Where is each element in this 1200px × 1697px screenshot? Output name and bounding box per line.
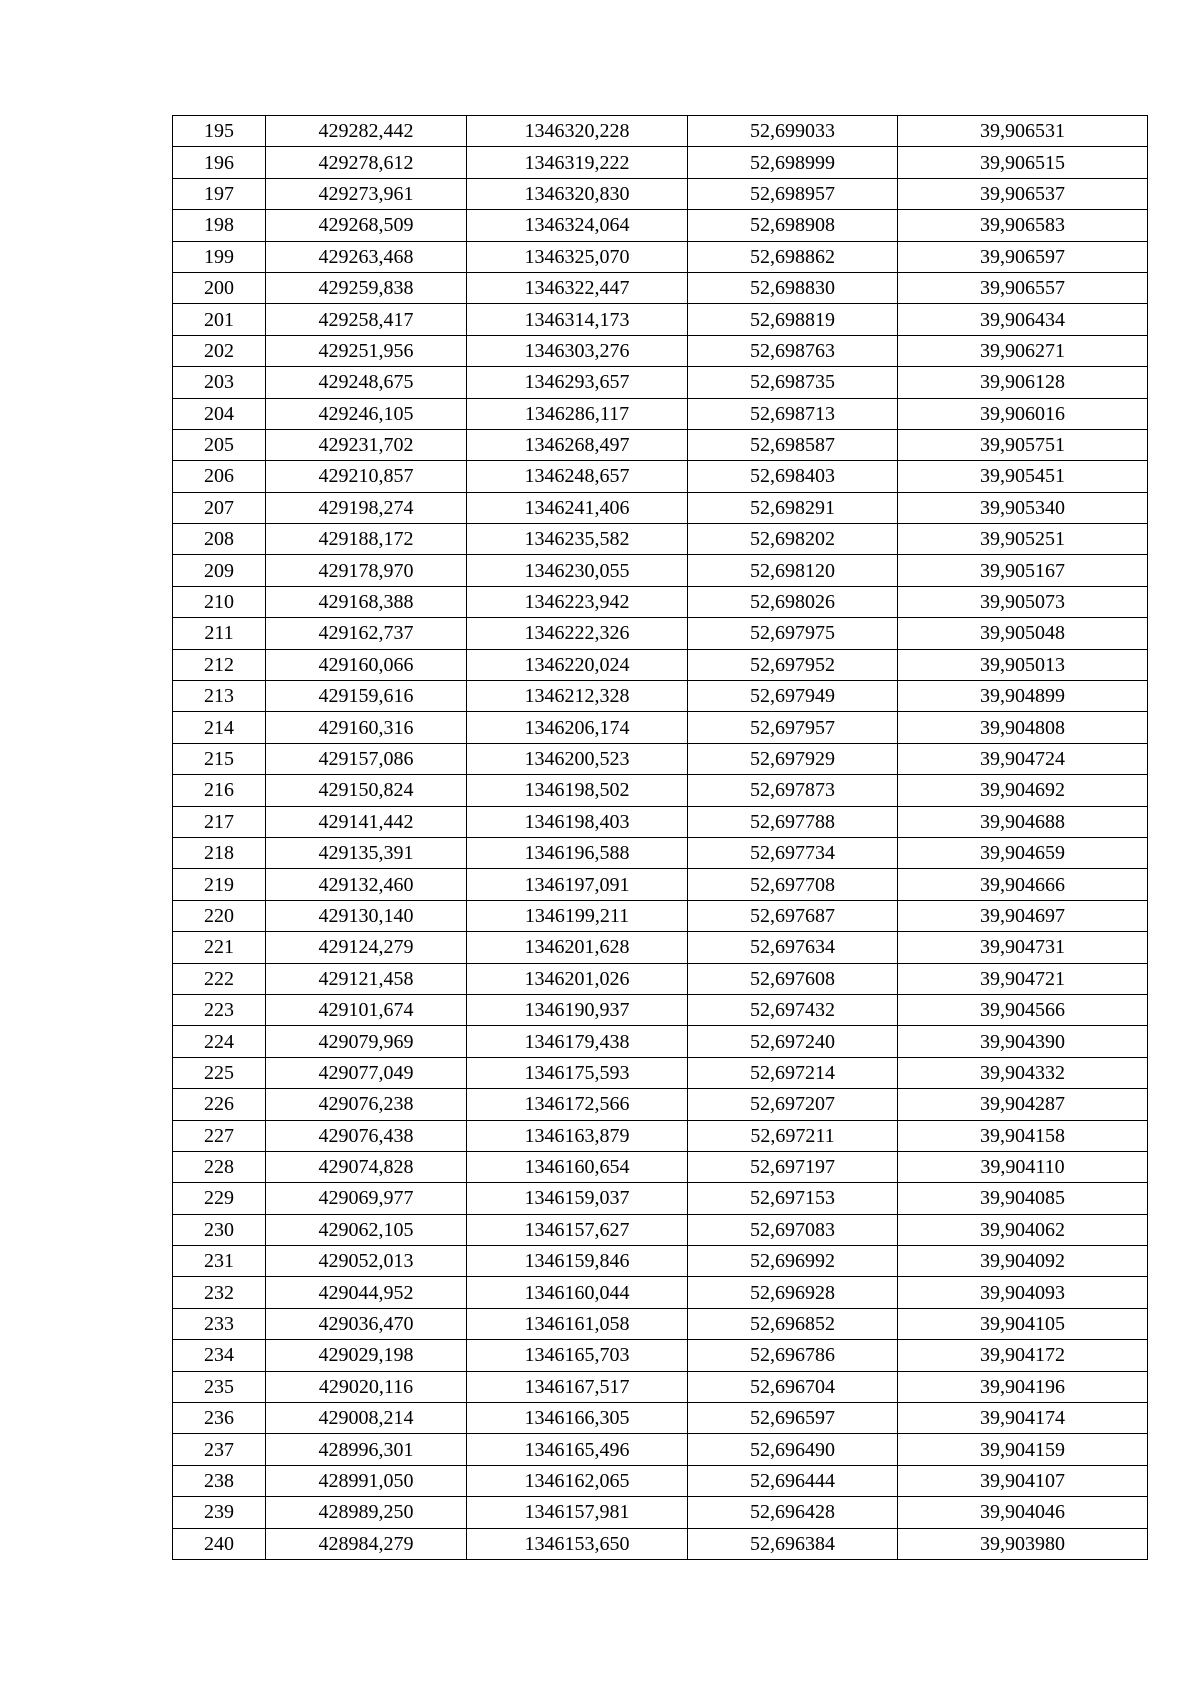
- coordinates-table-body: [173, 116, 1148, 1560]
- longitude-cell: 39,905073: [898, 586, 1148, 617]
- latitude-cell: 52,696597: [688, 1403, 898, 1434]
- longitude-cell: 39,904110: [898, 1151, 1148, 1182]
- table-row: [173, 1434, 1148, 1465]
- latitude-cell: 52,697734: [688, 837, 898, 868]
- x-coordinate-cell: 429263,468: [266, 241, 467, 272]
- y-coordinate-cell: 1346212,328: [467, 681, 688, 712]
- point-number-cell: 196: [173, 147, 266, 178]
- latitude-cell: 52,699033: [688, 116, 898, 147]
- latitude-cell: 52,698026: [688, 586, 898, 617]
- table-row: [173, 1089, 1148, 1120]
- latitude-cell: 52,696852: [688, 1308, 898, 1339]
- table-row: [173, 178, 1148, 209]
- x-coordinate-cell: 429160,066: [266, 649, 467, 680]
- x-coordinate-cell: 428991,050: [266, 1465, 467, 1496]
- point-number-cell: 231: [173, 1246, 266, 1277]
- table-row: [173, 1308, 1148, 1339]
- longitude-cell: 39,906583: [898, 210, 1148, 241]
- point-number-cell: 229: [173, 1183, 266, 1214]
- point-number-cell: 230: [173, 1214, 266, 1245]
- x-coordinate-cell: 429079,969: [266, 1026, 467, 1057]
- y-coordinate-cell: 1346320,830: [467, 178, 688, 209]
- x-coordinate-cell: 428996,301: [266, 1434, 467, 1465]
- y-coordinate-cell: 1346206,174: [467, 712, 688, 743]
- x-coordinate-cell: 429076,438: [266, 1120, 467, 1151]
- y-coordinate-cell: 1346166,305: [467, 1403, 688, 1434]
- longitude-cell: 39,906434: [898, 304, 1148, 335]
- table-row: [173, 586, 1148, 617]
- y-coordinate-cell: 1346199,211: [467, 900, 688, 931]
- y-coordinate-cell: 1346165,496: [467, 1434, 688, 1465]
- y-coordinate-cell: 1346197,091: [467, 869, 688, 900]
- point-number-cell: 209: [173, 555, 266, 586]
- x-coordinate-cell: 429162,737: [266, 618, 467, 649]
- longitude-cell: 39,906597: [898, 241, 1148, 272]
- table-row: [173, 932, 1148, 963]
- point-number-cell: 211: [173, 618, 266, 649]
- x-coordinate-cell: 429121,458: [266, 963, 467, 994]
- table-row: [173, 1151, 1148, 1182]
- point-number-cell: 240: [173, 1528, 266, 1559]
- latitude-cell: 52,698830: [688, 272, 898, 303]
- table-row: [173, 555, 1148, 586]
- latitude-cell: 52,698763: [688, 335, 898, 366]
- y-coordinate-cell: 1346198,403: [467, 806, 688, 837]
- longitude-cell: 39,904062: [898, 1214, 1148, 1245]
- x-coordinate-cell: 429141,442: [266, 806, 467, 837]
- y-coordinate-cell: 1346220,024: [467, 649, 688, 680]
- y-coordinate-cell: 1346175,593: [467, 1057, 688, 1088]
- x-coordinate-cell: 429036,470: [266, 1308, 467, 1339]
- point-number-cell: 219: [173, 869, 266, 900]
- x-coordinate-cell: 429062,105: [266, 1214, 467, 1245]
- y-coordinate-cell: 1346172,566: [467, 1089, 688, 1120]
- point-number-cell: 226: [173, 1089, 266, 1120]
- table-row: [173, 775, 1148, 806]
- longitude-cell: 39,904085: [898, 1183, 1148, 1214]
- latitude-cell: 52,698957: [688, 178, 898, 209]
- x-coordinate-cell: 429251,956: [266, 335, 467, 366]
- x-coordinate-cell: 429130,140: [266, 900, 467, 931]
- x-coordinate-cell: 429069,977: [266, 1183, 467, 1214]
- x-coordinate-cell: 429132,460: [266, 869, 467, 900]
- longitude-cell: 39,906515: [898, 147, 1148, 178]
- y-coordinate-cell: 1346322,447: [467, 272, 688, 303]
- x-coordinate-cell: 429246,105: [266, 398, 467, 429]
- x-coordinate-cell: 429077,049: [266, 1057, 467, 1088]
- x-coordinate-cell: 428989,250: [266, 1497, 467, 1528]
- x-coordinate-cell: 428984,279: [266, 1528, 467, 1559]
- y-coordinate-cell: 1346163,879: [467, 1120, 688, 1151]
- x-coordinate-cell: 429248,675: [266, 367, 467, 398]
- longitude-cell: 39,904666: [898, 869, 1148, 900]
- table-row: [173, 461, 1148, 492]
- table-row: [173, 963, 1148, 994]
- latitude-cell: 52,697708: [688, 869, 898, 900]
- y-coordinate-cell: 1346320,228: [467, 116, 688, 147]
- x-coordinate-cell: 429074,828: [266, 1151, 467, 1182]
- point-number-cell: 223: [173, 994, 266, 1025]
- x-coordinate-cell: 429231,702: [266, 429, 467, 460]
- longitude-cell: 39,905340: [898, 492, 1148, 523]
- point-number-cell: 224: [173, 1026, 266, 1057]
- latitude-cell: 52,698999: [688, 147, 898, 178]
- y-coordinate-cell: 1346159,037: [467, 1183, 688, 1214]
- table-row: [173, 1120, 1148, 1151]
- point-number-cell: 207: [173, 492, 266, 523]
- point-number-cell: 234: [173, 1340, 266, 1371]
- latitude-cell: 52,698202: [688, 524, 898, 555]
- longitude-cell: 39,904093: [898, 1277, 1148, 1308]
- point-number-cell: 195: [173, 116, 266, 147]
- x-coordinate-cell: 429150,824: [266, 775, 467, 806]
- point-number-cell: 238: [173, 1465, 266, 1496]
- y-coordinate-cell: 1346325,070: [467, 241, 688, 272]
- point-number-cell: 204: [173, 398, 266, 429]
- latitude-cell: 52,697788: [688, 806, 898, 837]
- latitude-cell: 52,697211: [688, 1120, 898, 1151]
- latitude-cell: 52,698908: [688, 210, 898, 241]
- x-coordinate-cell: 429076,238: [266, 1089, 467, 1120]
- y-coordinate-cell: 1346286,117: [467, 398, 688, 429]
- y-coordinate-cell: 1346303,276: [467, 335, 688, 366]
- x-coordinate-cell: 429159,616: [266, 681, 467, 712]
- point-number-cell: 237: [173, 1434, 266, 1465]
- latitude-cell: 52,698862: [688, 241, 898, 272]
- table-row: [173, 806, 1148, 837]
- point-number-cell: 233: [173, 1308, 266, 1339]
- longitude-cell: 39,904046: [898, 1497, 1148, 1528]
- x-coordinate-cell: 429198,274: [266, 492, 467, 523]
- latitude-cell: 52,698403: [688, 461, 898, 492]
- latitude-cell: 52,696786: [688, 1340, 898, 1371]
- table-row: [173, 272, 1148, 303]
- longitude-cell: 39,905451: [898, 461, 1148, 492]
- point-number-cell: 220: [173, 900, 266, 931]
- longitude-cell: 39,906128: [898, 367, 1148, 398]
- y-coordinate-cell: 1346179,438: [467, 1026, 688, 1057]
- longitude-cell: 39,904092: [898, 1246, 1148, 1277]
- y-coordinate-cell: 1346153,650: [467, 1528, 688, 1559]
- latitude-cell: 52,698587: [688, 429, 898, 460]
- table-row: [173, 1214, 1148, 1245]
- longitude-cell: 39,904158: [898, 1120, 1148, 1151]
- table-row: [173, 1246, 1148, 1277]
- coordinates-table: [172, 115, 1148, 1560]
- y-coordinate-cell: 1346268,497: [467, 429, 688, 460]
- table-row: [173, 1528, 1148, 1559]
- table-row: [173, 524, 1148, 555]
- table-row: [173, 210, 1148, 241]
- y-coordinate-cell: 1346324,064: [467, 210, 688, 241]
- y-coordinate-cell: 1346222,326: [467, 618, 688, 649]
- table-row: [173, 116, 1148, 147]
- x-coordinate-cell: 429278,612: [266, 147, 467, 178]
- y-coordinate-cell: 1346190,937: [467, 994, 688, 1025]
- point-number-cell: 202: [173, 335, 266, 366]
- point-number-cell: 206: [173, 461, 266, 492]
- table-row: [173, 681, 1148, 712]
- latitude-cell: 52,696444: [688, 1465, 898, 1496]
- latitude-cell: 52,697207: [688, 1089, 898, 1120]
- y-coordinate-cell: 1346157,981: [467, 1497, 688, 1528]
- table-row: [173, 1371, 1148, 1402]
- longitude-cell: 39,904390: [898, 1026, 1148, 1057]
- point-number-cell: 210: [173, 586, 266, 617]
- y-coordinate-cell: 1346248,657: [467, 461, 688, 492]
- y-coordinate-cell: 1346160,044: [467, 1277, 688, 1308]
- table-row: [173, 837, 1148, 868]
- table-row: [173, 398, 1148, 429]
- latitude-cell: 52,698120: [688, 555, 898, 586]
- x-coordinate-cell: 429157,086: [266, 743, 467, 774]
- point-number-cell: 215: [173, 743, 266, 774]
- latitude-cell: 52,697957: [688, 712, 898, 743]
- latitude-cell: 52,697687: [688, 900, 898, 931]
- longitude-cell: 39,904159: [898, 1434, 1148, 1465]
- table-row: [173, 869, 1148, 900]
- latitude-cell: 52,697153: [688, 1183, 898, 1214]
- latitude-cell: 52,698735: [688, 367, 898, 398]
- x-coordinate-cell: 429210,857: [266, 461, 467, 492]
- latitude-cell: 52,697873: [688, 775, 898, 806]
- longitude-cell: 39,903980: [898, 1528, 1148, 1559]
- x-coordinate-cell: 429160,316: [266, 712, 467, 743]
- table-row: [173, 492, 1148, 523]
- table-row: [173, 1183, 1148, 1214]
- point-number-cell: 218: [173, 837, 266, 868]
- y-coordinate-cell: 1346201,026: [467, 963, 688, 994]
- longitude-cell: 39,905167: [898, 555, 1148, 586]
- y-coordinate-cell: 1346201,628: [467, 932, 688, 963]
- longitude-cell: 39,905751: [898, 429, 1148, 460]
- table-row: [173, 1465, 1148, 1496]
- table-row: [173, 147, 1148, 178]
- longitude-cell: 39,906016: [898, 398, 1148, 429]
- table-row: [173, 1403, 1148, 1434]
- longitude-cell: 39,904107: [898, 1465, 1148, 1496]
- longitude-cell: 39,904808: [898, 712, 1148, 743]
- x-coordinate-cell: 429282,442: [266, 116, 467, 147]
- longitude-cell: 39,904724: [898, 743, 1148, 774]
- latitude-cell: 52,696704: [688, 1371, 898, 1402]
- longitude-cell: 39,905013: [898, 649, 1148, 680]
- longitude-cell: 39,906537: [898, 178, 1148, 209]
- point-number-cell: 216: [173, 775, 266, 806]
- x-coordinate-cell: 429273,961: [266, 178, 467, 209]
- latitude-cell: 52,697432: [688, 994, 898, 1025]
- y-coordinate-cell: 1346157,627: [467, 1214, 688, 1245]
- longitude-cell: 39,904287: [898, 1089, 1148, 1120]
- point-number-cell: 236: [173, 1403, 266, 1434]
- longitude-cell: 39,904659: [898, 837, 1148, 868]
- point-number-cell: 205: [173, 429, 266, 460]
- table-row: [173, 1340, 1148, 1371]
- table-row: [173, 712, 1148, 743]
- x-coordinate-cell: 429029,198: [266, 1340, 467, 1371]
- point-number-cell: 232: [173, 1277, 266, 1308]
- point-number-cell: 213: [173, 681, 266, 712]
- longitude-cell: 39,904332: [898, 1057, 1148, 1088]
- point-number-cell: 217: [173, 806, 266, 837]
- point-number-cell: 228: [173, 1151, 266, 1182]
- y-coordinate-cell: 1346235,582: [467, 524, 688, 555]
- latitude-cell: 52,698819: [688, 304, 898, 335]
- latitude-cell: 52,697952: [688, 649, 898, 680]
- longitude-cell: 39,904174: [898, 1403, 1148, 1434]
- latitude-cell: 52,696384: [688, 1528, 898, 1559]
- point-number-cell: 203: [173, 367, 266, 398]
- x-coordinate-cell: 429135,391: [266, 837, 467, 868]
- point-number-cell: 221: [173, 932, 266, 963]
- x-coordinate-cell: 429020,116: [266, 1371, 467, 1402]
- y-coordinate-cell: 1346223,942: [467, 586, 688, 617]
- table-row: [173, 649, 1148, 680]
- longitude-cell: 39,906271: [898, 335, 1148, 366]
- point-number-cell: 227: [173, 1120, 266, 1151]
- x-coordinate-cell: 429008,214: [266, 1403, 467, 1434]
- longitude-cell: 39,904731: [898, 932, 1148, 963]
- point-number-cell: 222: [173, 963, 266, 994]
- point-number-cell: 201: [173, 304, 266, 335]
- longitude-cell: 39,906531: [898, 116, 1148, 147]
- longitude-cell: 39,906557: [898, 272, 1148, 303]
- latitude-cell: 52,696928: [688, 1277, 898, 1308]
- latitude-cell: 52,696992: [688, 1246, 898, 1277]
- x-coordinate-cell: 429258,417: [266, 304, 467, 335]
- x-coordinate-cell: 429168,388: [266, 586, 467, 617]
- longitude-cell: 39,904196: [898, 1371, 1148, 1402]
- longitude-cell: 39,904697: [898, 900, 1148, 931]
- y-coordinate-cell: 1346198,502: [467, 775, 688, 806]
- table-row: [173, 900, 1148, 931]
- latitude-cell: 52,697214: [688, 1057, 898, 1088]
- latitude-cell: 52,698713: [688, 398, 898, 429]
- point-number-cell: 239: [173, 1497, 266, 1528]
- latitude-cell: 52,697634: [688, 932, 898, 963]
- longitude-cell: 39,905048: [898, 618, 1148, 649]
- longitude-cell: 39,905251: [898, 524, 1148, 555]
- latitude-cell: 52,697975: [688, 618, 898, 649]
- point-number-cell: 199: [173, 241, 266, 272]
- table-row: [173, 335, 1148, 366]
- point-number-cell: 235: [173, 1371, 266, 1402]
- latitude-cell: 52,696490: [688, 1434, 898, 1465]
- table-row: [173, 304, 1148, 335]
- latitude-cell: 52,697240: [688, 1026, 898, 1057]
- longitude-cell: 39,904692: [898, 775, 1148, 806]
- latitude-cell: 52,696428: [688, 1497, 898, 1528]
- x-coordinate-cell: 429178,970: [266, 555, 467, 586]
- x-coordinate-cell: 429101,674: [266, 994, 467, 1025]
- y-coordinate-cell: 1346167,517: [467, 1371, 688, 1402]
- x-coordinate-cell: 429268,509: [266, 210, 467, 241]
- table-row: [173, 743, 1148, 774]
- longitude-cell: 39,904172: [898, 1340, 1148, 1371]
- point-number-cell: 197: [173, 178, 266, 209]
- x-coordinate-cell: 429124,279: [266, 932, 467, 963]
- y-coordinate-cell: 1346319,222: [467, 147, 688, 178]
- point-number-cell: 225: [173, 1057, 266, 1088]
- y-coordinate-cell: 1346293,657: [467, 367, 688, 398]
- latitude-cell: 52,697197: [688, 1151, 898, 1182]
- latitude-cell: 52,697083: [688, 1214, 898, 1245]
- latitude-cell: 52,697929: [688, 743, 898, 774]
- y-coordinate-cell: 1346160,654: [467, 1151, 688, 1182]
- point-number-cell: 208: [173, 524, 266, 555]
- point-number-cell: 214: [173, 712, 266, 743]
- table-row: [173, 1057, 1148, 1088]
- longitude-cell: 39,904105: [898, 1308, 1148, 1339]
- table-row: [173, 241, 1148, 272]
- y-coordinate-cell: 1346200,523: [467, 743, 688, 774]
- table-row: [173, 618, 1148, 649]
- y-coordinate-cell: 1346241,406: [467, 492, 688, 523]
- table-row: [173, 429, 1148, 460]
- table-row: [173, 367, 1148, 398]
- longitude-cell: 39,904899: [898, 681, 1148, 712]
- y-coordinate-cell: 1346159,846: [467, 1246, 688, 1277]
- table-row: [173, 1277, 1148, 1308]
- x-coordinate-cell: 429044,952: [266, 1277, 467, 1308]
- point-number-cell: 198: [173, 210, 266, 241]
- table-row: [173, 1497, 1148, 1528]
- point-number-cell: 200: [173, 272, 266, 303]
- x-coordinate-cell: 429188,172: [266, 524, 467, 555]
- longitude-cell: 39,904688: [898, 806, 1148, 837]
- x-coordinate-cell: 429259,838: [266, 272, 467, 303]
- y-coordinate-cell: 1346230,055: [467, 555, 688, 586]
- point-number-cell: 212: [173, 649, 266, 680]
- x-coordinate-cell: 429052,013: [266, 1246, 467, 1277]
- table-row: [173, 1026, 1148, 1057]
- longitude-cell: 39,904566: [898, 994, 1148, 1025]
- y-coordinate-cell: 1346165,703: [467, 1340, 688, 1371]
- table-row: [173, 994, 1148, 1025]
- y-coordinate-cell: 1346314,173: [467, 304, 688, 335]
- latitude-cell: 52,697608: [688, 963, 898, 994]
- latitude-cell: 52,697949: [688, 681, 898, 712]
- longitude-cell: 39,904721: [898, 963, 1148, 994]
- latitude-cell: 52,698291: [688, 492, 898, 523]
- y-coordinate-cell: 1346162,065: [467, 1465, 688, 1496]
- y-coordinate-cell: 1346196,588: [467, 837, 688, 868]
- y-coordinate-cell: 1346161,058: [467, 1308, 688, 1339]
